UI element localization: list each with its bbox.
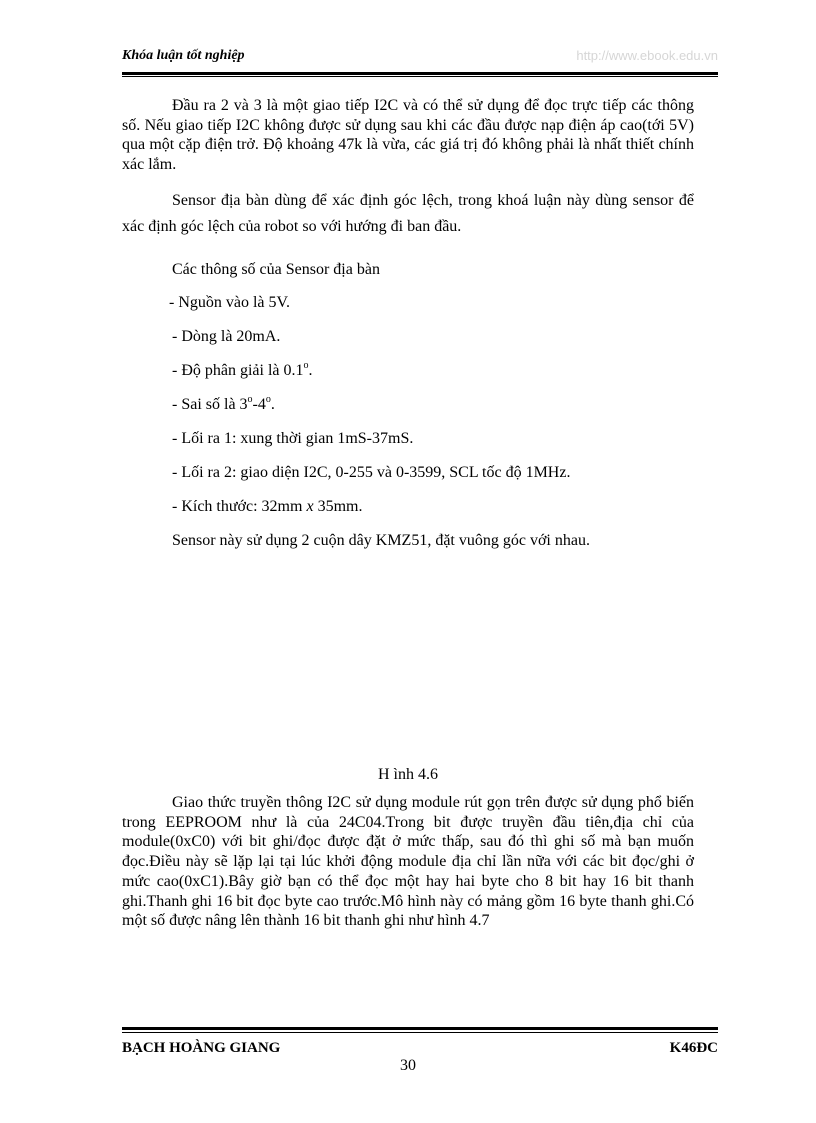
error-mid: -4 bbox=[252, 396, 266, 413]
footer-divider bbox=[122, 1027, 718, 1030]
header-title: Khóa luận tốt nghiệp bbox=[122, 48, 245, 63]
spec-item-size bbox=[122, 490, 694, 524]
degree-superscript: o bbox=[265, 393, 271, 405]
figure-area bbox=[122, 560, 694, 760]
paragraph-sensor-purpose: Sensor địa bàn dùng để xác định góc lệch, trong khoá luận này dùng sensor để xác định góc lệch của robot so với hướng đi ban đầu. bbox=[122, 192, 694, 235]
footer-class: K46ĐC bbox=[669, 1040, 718, 1056]
size-x: x bbox=[306, 498, 314, 515]
degree-superscript: o bbox=[303, 359, 309, 371]
error-end: . bbox=[270, 396, 275, 413]
paragraph-sensor-coils: Sensor này sử dụng 2 cuộn dây KMZ51, đặt vuông góc với nhau. bbox=[172, 532, 590, 549]
spec-item-error bbox=[122, 388, 694, 422]
page-header bbox=[122, 48, 718, 70]
size-end: 35mm. bbox=[313, 498, 363, 515]
spec-item-power: - Nguồn vào là 5V. bbox=[169, 294, 291, 311]
error-text: - Sai số là 3 bbox=[172, 396, 248, 413]
paragraph-i2c-protocol: Giao thức truyền thông I2C sử dụng module rút gọn trên được sử dụng phổ biến trong EEPROOM như là của 24C04.Trong bit được truyền đầu tiên,địa chỉ của module(0xC0) với bit ghi/đọc được đặt ở mức thấp, sau đó thì ghi số mà bạn muốn đọc.Điều này sẽ lặp lại tại lúc khởi động module địa chỉ lần nữa với các bit đọc/ghi ở mức cao(0xC1).Bây giờ bạn có thể đọc một hay hai byte cho 8 bit hay 16 bit thanh ghi.Thanh ghi 16 bit đọc byte cao trước.Mô hình này có mảng gồm 16 byte thanh ghi.Có một số được nâng lên thành 16 bit thanh ghi như hình 4.7 bbox=[122, 794, 694, 930]
spec-item-resolution bbox=[122, 354, 694, 388]
size-text: - Kích thước: 32mm bbox=[172, 498, 307, 515]
footer-divider-thin bbox=[122, 1032, 718, 1033]
degree-superscript: o bbox=[247, 393, 253, 405]
resolution-end: . bbox=[308, 362, 313, 379]
page-number: 30 bbox=[400, 1057, 416, 1074]
figure-caption: H ình 4.6 bbox=[378, 766, 438, 783]
spec-item-current: - Dòng là 20mA. bbox=[172, 328, 281, 345]
main-content bbox=[122, 96, 694, 558]
spec-list bbox=[122, 286, 694, 524]
footer-author: BẠCH HOÀNG GIANG bbox=[122, 1040, 281, 1056]
header-divider-thin bbox=[122, 76, 718, 77]
spec-title: Các thông số của Sensor địa bàn bbox=[172, 261, 380, 278]
spec-item-output1: - Lối ra 1: xung thời gian 1mS-37mS. bbox=[172, 430, 414, 447]
header-watermark-url: http://www.ebook.edu.vn bbox=[576, 48, 718, 63]
resolution-text: - Độ phân giải là 0.1 bbox=[172, 362, 304, 379]
paragraph-i2c-output: Đầu ra 2 và 3 là một giao tiếp I2C và có thể sử dụng để đọc trực tiếp các thông số. Nếu giao tiếp I2C không được sử dụng sau khi các đầu được nạp điện áp cao(tới 5V) qua một cặp điện trở. Độ khoảng 47k là vừa, các giá trị đó không phải là nhất thiết chính xác lắm. bbox=[122, 97, 694, 173]
header-divider bbox=[122, 72, 718, 75]
spec-item-output2: - Lối ra 2: giao diện I2C, 0-255 và 0-3599, SCL tốc độ 1MHz. bbox=[172, 464, 571, 481]
